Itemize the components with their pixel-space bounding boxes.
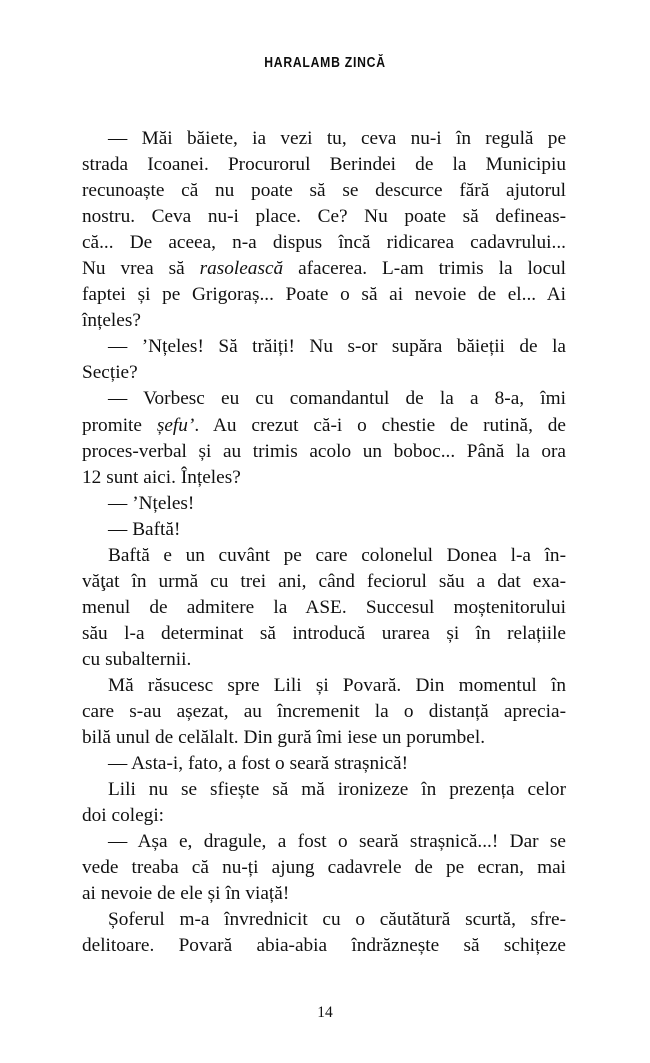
text-line [82, 647, 566, 673]
text-line [82, 439, 566, 465]
running-head: HARALAMB ZINCĂ [264, 55, 386, 71]
page-number: 14 [317, 1004, 333, 1021]
line-text: Secție? [82, 362, 138, 384]
text-line [82, 256, 566, 282]
emphasis-text: șefu’ [156, 414, 195, 436]
text-line [82, 386, 566, 412]
body-text-block [82, 126, 566, 960]
text-line [82, 595, 566, 621]
line-text: — Măi băiete, ia vezi tu, ceva nu-i în regulă pe [108, 128, 566, 149]
line-text: nostru. Ceva nu-i place. Ce? Nu poate să defineas- [82, 206, 566, 228]
line-text: strada Icoanei. Procurorul Berindei de la Municipiu [82, 154, 566, 176]
paragraph [82, 334, 566, 386]
line-text: său l-a determinat să introducă urarea și în relațiile [82, 622, 566, 644]
text-line [82, 543, 566, 569]
line-text: delitoare. Povară abia-abia îndrăznește să schițeze [82, 935, 566, 957]
text-line [82, 933, 566, 959]
text-line [82, 725, 566, 751]
line-text: văţat în urmă cu trei ani, când feciorul său a dat exa- [82, 570, 566, 592]
text-line [82, 829, 566, 855]
text-line [82, 126, 566, 152]
text-line [82, 491, 566, 517]
paragraph [82, 829, 566, 907]
paragraph [82, 386, 566, 490]
line-text: că... De aceea, n-a dispus încă ridicarea cadavrului... [82, 232, 566, 254]
line-text: — Așa e, dragule, a fost o seară strașnică...! Dar se [108, 831, 566, 853]
text-line [82, 751, 566, 777]
line-text: Lili nu se sfiește să mă ironizeze în prezența celor [108, 779, 566, 801]
line-text: — Vorbesc eu cu comandantul de la a 8-a, îmi [108, 388, 566, 410]
text-line [82, 360, 566, 386]
line-text: cu subalternii. [82, 648, 192, 670]
text-line [82, 777, 566, 803]
text-line [82, 465, 566, 491]
text-line [82, 881, 566, 907]
line-text: înțeles? [82, 310, 141, 332]
text-line [82, 230, 566, 256]
line-text: Mă răsucesc spre Lili și Povară. Din momentul în [108, 674, 566, 696]
text-line [82, 621, 566, 647]
text-line [82, 907, 566, 933]
line-text: afacerea. L-am trimis la locul [283, 258, 566, 280]
text-line [82, 803, 566, 829]
text-line [82, 152, 566, 178]
text-line [82, 673, 566, 699]
emphasis-text: rasolească [199, 258, 284, 280]
line-text: faptei și pe Grigoraș... Poate o să ai nevoie de el... Ai [82, 284, 566, 306]
line-text: doi colegi: [82, 805, 165, 827]
line-text: — Asta-i, fato, a fost o seară strașnică! [108, 753, 408, 775]
paragraph [82, 126, 566, 334]
line-text: — Baftă! [108, 518, 181, 540]
text-line [82, 699, 566, 725]
paragraph [82, 517, 566, 543]
text-line [82, 178, 566, 204]
text-line [82, 569, 566, 595]
paragraph [82, 491, 566, 517]
paragraph [82, 673, 566, 751]
paragraph [82, 907, 566, 959]
line-text: Șoferul m-a învrednicit cu o căutătură scurtă, sfre- [108, 909, 566, 931]
line-text: Nu vrea să [82, 258, 200, 280]
line-text: menul de admitere la ASE. Succesul moștenitorului [82, 596, 566, 618]
line-text: proces-verbal și au trimis acolo un boboc... Până la ora [82, 440, 566, 462]
text-line [82, 334, 566, 360]
paragraph [82, 751, 566, 777]
line-text: care s-au așezat, au încremenit la o distanță aprecia- [82, 701, 566, 723]
text-line [82, 855, 566, 881]
line-text: Baftă e un cuvânt pe care colonelul Donea l-a în- [108, 544, 566, 566]
line-text: promite [82, 414, 157, 436]
line-text: 12 sunt aici. Înțeles? [82, 466, 241, 488]
text-line [82, 204, 566, 230]
line-text: — ’Nțeles! Să trăiți! Nu s-or supăra băieții de la [108, 336, 566, 358]
paragraph [82, 777, 566, 829]
line-text: vede treaba că nu-ți ajung cadavrele de pe ecran, mai [82, 857, 566, 879]
line-text: ai nevoie de ele și în viață! [82, 883, 290, 905]
text-line [82, 517, 566, 543]
text-line [82, 413, 566, 439]
text-line [82, 282, 566, 308]
line-text: . Au crezut că-i o chestie de rutină, de [194, 414, 566, 436]
line-text: — ’Nțeles! [108, 492, 195, 514]
paragraph [82, 543, 566, 673]
text-line [82, 308, 566, 334]
line-text: recunoaște că nu poate să se descurce fără ajutorul [82, 180, 566, 202]
line-text: bilă unul de celălalt. Din gură îmi iese un porumbel. [82, 727, 486, 749]
